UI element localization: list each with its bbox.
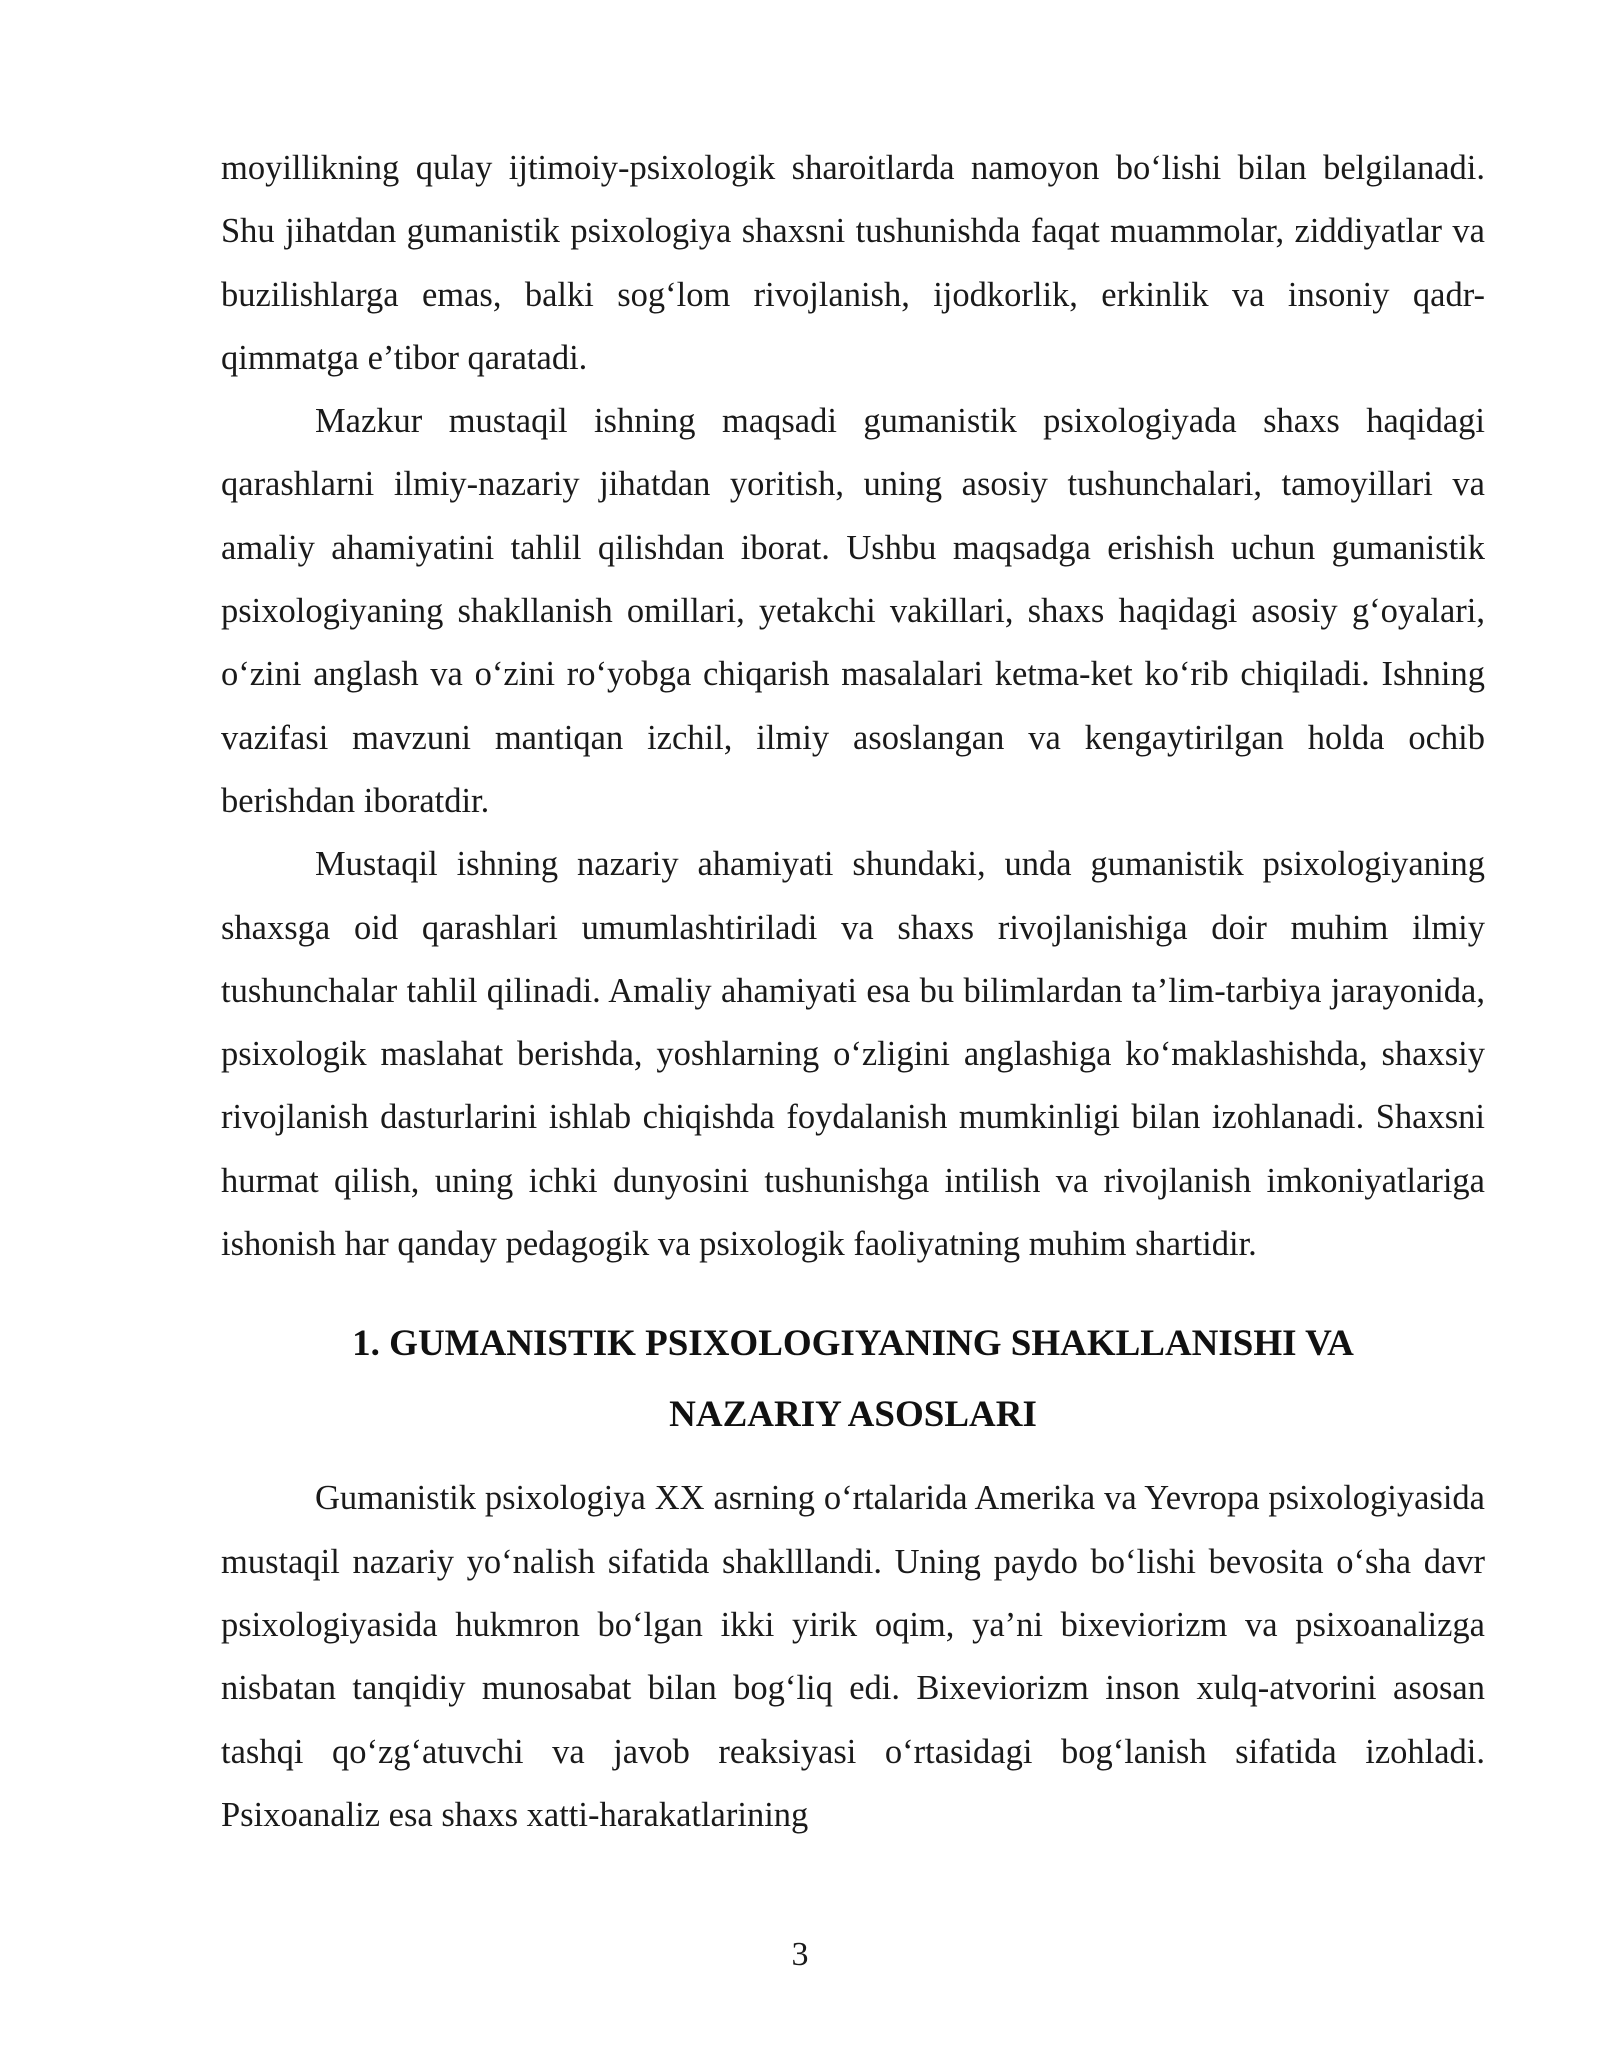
section-heading: [221, 1308, 1485, 1450]
paragraph-continuation: moyillikning qulay ijtimoiy-psixologik sharoitlarda namoyon bo‘lishi bilan belgilanadi. Shu jihatdan gumanistik psixologiya shaxsni tushunishda faqat muammolar, ziddiyatlar va buzilishlarga emas, balki sog‘lom rivojlanish, ijodkorlik, erkinlik va insoniy qadr-qimmatga e’tibor qaratadi.: [221, 149, 1485, 377]
paragraph-significance: Mustaqil ishning nazariy ahamiyati shundaki, unda gumanistik psixologiyaning shaxsga oid qarashlari umumlashtiriladi va shaxs rivojlanishiga doir muhim ilmiy tushunchalar tahlil qilinadi. Amaliy ahamiyati esa bu bilimlardan ta’lim-tarbiya jarayonida, psixologik maslahat berishda, yoshlarning o‘zligini anglashiga ko‘maklashishda, shaxsiy rivojlanish dasturlarini ishlab chiqishda foydalanish mumkinligi bilan izohlanadi. Shaxsni hurmat qilish, uning ichki dunyosini tushunishga intilish va rivojlanish imkoniyatlariga ishonish har qanday pedagogik va psixologik faoliyatning muhim shartidir.: [221, 845, 1485, 1264]
paragraph-section-intro: Gumanistik psixologiya XX asrning o‘rtalarida Amerika va Yevropa psixologiyasida mustaqil nazariy yo‘nalish sifatida shaklllandi. Uning paydo bo‘lishi bevosita o‘sha davr psixologiyasida hukmron bo‘lgan ikki yirik oqim, ya’ni bixeviorizm va psixoanalizga nisbatan tanqidiy munosabat bilan bog‘liq edi. Bixeviorizm inson xulq-atvorini asosan tashqi qo‘zg‘atuvchi va javob reaksiyasi o‘rtasidagi bog‘lanish sifatida izohladi. Psixoanaliz esa shaxs xatti-harakatlarining: [221, 1479, 1485, 1834]
section-heading-line-1: 1. GUMANISTIK PSIXOLOGIYANING SHAKLLANISHI VA: [352, 1323, 1354, 1365]
paragraph-purpose: Mazkur mustaqil ishning maqsadi gumanistik psixologiyada shaxs haqidagi qarashlarni ilmiy-nazariy jihatdan yoritish, uning asosiy tushunchalari, tamoyillari va amaliy ahamiyatini tahlil qilishdan iborat. Ushbu maqsadga erishish uchun gumanistik psixologiyaning shakllanish omillari, yetakchi vakillari, shaxs haqidagi asosiy g‘oyalari, o‘zini anglash va o‘zini ro‘yobga chiqarish masalalari ketma-ket ko‘rib chiqiladi. Ishning vazifasi mavzuni mantiqan izchil, ilmiy asoslangan va kengaytirilgan holda ochib berishdan iboratdir.: [221, 402, 1485, 820]
page-number: 3: [791, 1936, 809, 1973]
page-content: [221, 137, 1485, 1847]
section-heading-line-2: NAZARIY ASOSLARI: [669, 1394, 1037, 1436]
